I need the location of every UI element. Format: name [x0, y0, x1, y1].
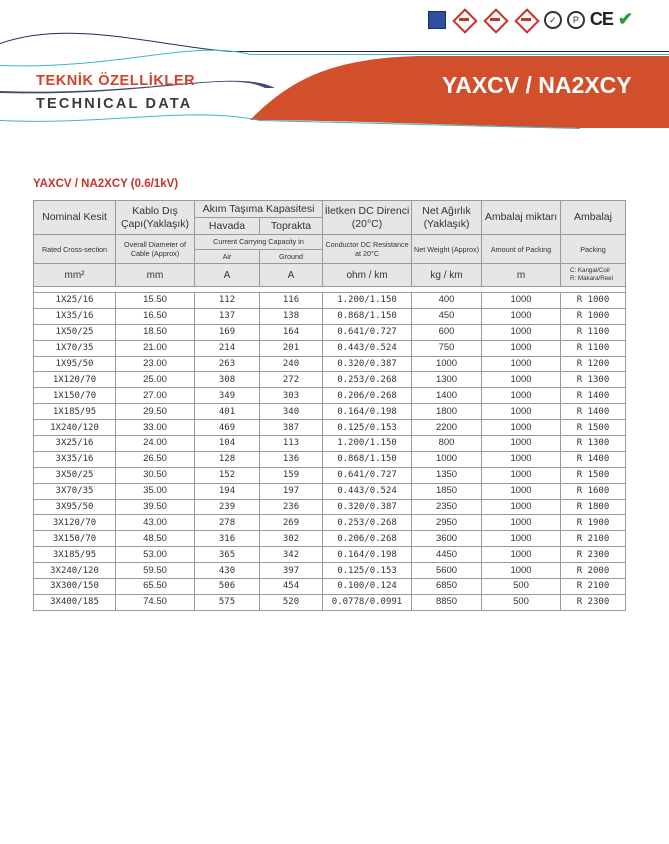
- header-en-air: Air: [195, 249, 260, 264]
- header-packing: Ambalaj: [561, 201, 626, 235]
- cell-ground: 116: [260, 293, 323, 309]
- cell-ground: 342: [260, 547, 323, 563]
- cell-packing: R 1600: [561, 483, 626, 499]
- certification-diamond-icon: [451, 11, 477, 29]
- cell-nominal: 1X25/16: [34, 293, 116, 309]
- unit-nominal: mm²: [34, 264, 116, 287]
- cell-amount: 1000: [482, 324, 561, 340]
- cell-weight: 1000: [412, 451, 482, 467]
- cell-diameter: 18.50: [116, 324, 195, 340]
- header-en-packing: Packing: [561, 235, 626, 264]
- cell-resistance: 0.253/0.268: [323, 515, 412, 531]
- header-en-diameter: Overall Diameter of Cable (Approx): [116, 235, 195, 264]
- cell-air: 401: [195, 404, 260, 420]
- cell-amount: 1000: [482, 404, 561, 420]
- header-en-ground: Ground: [260, 249, 323, 264]
- header-resistance: İletken DC Direnci (20°C): [323, 201, 412, 235]
- cell-resistance: 0.164/0.198: [323, 404, 412, 420]
- cell-nominal: 1X185/95: [34, 404, 116, 420]
- header-nominal: Nominal Kesit: [34, 201, 116, 235]
- cell-resistance: 0.868/1.150: [323, 451, 412, 467]
- cell-diameter: 53.00: [116, 547, 195, 563]
- cell-amount: 1000: [482, 340, 561, 356]
- table-row: [34, 515, 626, 531]
- cell-air: 152: [195, 467, 260, 483]
- cell-weight: 800: [412, 436, 482, 452]
- table-row: [34, 372, 626, 388]
- cell-resistance: 0.641/0.727: [323, 467, 412, 483]
- cell-air: 316: [195, 531, 260, 547]
- cell-amount: 1000: [482, 467, 561, 483]
- header-air: Havada: [195, 218, 260, 235]
- table-row: [34, 547, 626, 563]
- table-body: [34, 287, 626, 611]
- unit-amount: m: [482, 264, 561, 287]
- cell-weight: 6850: [412, 579, 482, 595]
- table-row: [34, 340, 626, 356]
- cell-packing: R 1000: [561, 308, 626, 324]
- cell-diameter: 74.50: [116, 594, 195, 610]
- cell-amount: 1000: [482, 436, 561, 452]
- cell-nominal: 1X70/35: [34, 340, 116, 356]
- cell-ground: 136: [260, 451, 323, 467]
- cell-nominal: 1X35/16: [34, 308, 116, 324]
- cell-diameter: 25.00: [116, 372, 195, 388]
- cell-weight: 1300: [412, 372, 482, 388]
- cell-resistance: 0.125/0.153: [323, 563, 412, 579]
- cell-diameter: 16.50: [116, 308, 195, 324]
- header-en-weight: Net Weight (Approx): [412, 235, 482, 264]
- cell-packing: R 1100: [561, 324, 626, 340]
- cell-air: 137: [195, 308, 260, 324]
- table-row: [34, 451, 626, 467]
- cell-air: 104: [195, 436, 260, 452]
- cell-resistance: 0.443/0.524: [323, 483, 412, 499]
- section-title: YAXCV / NA2XCY (0.6/1kV): [33, 178, 179, 190]
- cell-ground: 164: [260, 324, 323, 340]
- cell-amount: 1000: [482, 483, 561, 499]
- cell-diameter: 48.50: [116, 531, 195, 547]
- cell-nominal: 3X150/70: [34, 531, 116, 547]
- cell-amount: 1000: [482, 388, 561, 404]
- cell-air: 575: [195, 594, 260, 610]
- table-row: [34, 579, 626, 595]
- cell-nominal: 1X50/25: [34, 324, 116, 340]
- cell-air: 239: [195, 499, 260, 515]
- cell-diameter: 33.00: [116, 420, 195, 436]
- cell-packing: R 1400: [561, 451, 626, 467]
- cell-ground: 520: [260, 594, 323, 610]
- cell-diameter: 15.50: [116, 293, 195, 309]
- cell-air: 308: [195, 372, 260, 388]
- certification-logos: [428, 9, 633, 30]
- tse-circle-icon: ✓: [544, 11, 562, 29]
- cell-nominal: 3X50/25: [34, 467, 116, 483]
- cell-air: 469: [195, 420, 260, 436]
- cell-resistance: 0.320/0.387: [323, 499, 412, 515]
- cell-weight: 2350: [412, 499, 482, 515]
- table-row: [34, 594, 626, 610]
- cell-nominal: 3X120/70: [34, 515, 116, 531]
- cell-nominal: 1X240/120: [34, 420, 116, 436]
- cell-amount: 1000: [482, 515, 561, 531]
- cell-diameter: 30.50: [116, 467, 195, 483]
- cell-resistance: 0.0778/0.0991: [323, 594, 412, 610]
- cell-packing: R 1300: [561, 372, 626, 388]
- cell-diameter: 23.00: [116, 356, 195, 372]
- table-row: [34, 404, 626, 420]
- unit-packing-coil: C: Kangal/Coil: [570, 267, 610, 274]
- cell-weight: 1400: [412, 388, 482, 404]
- cell-ground: 159: [260, 467, 323, 483]
- cell-weight: 1850: [412, 483, 482, 499]
- cell-diameter: 29.50: [116, 404, 195, 420]
- cell-packing: R 1400: [561, 388, 626, 404]
- cell-ground: 113: [260, 436, 323, 452]
- cell-weight: 1350: [412, 467, 482, 483]
- cell-weight: 600: [412, 324, 482, 340]
- rohs-check-icon: ✔: [617, 9, 633, 29]
- cell-ground: 454: [260, 579, 323, 595]
- cell-weight: 8850: [412, 594, 482, 610]
- cell-air: 278: [195, 515, 260, 531]
- table-row: [34, 436, 626, 452]
- cell-weight: 450: [412, 308, 482, 324]
- cell-diameter: 39.50: [116, 499, 195, 515]
- table-row: [34, 420, 626, 436]
- cell-resistance: 0.641/0.727: [323, 324, 412, 340]
- table-row: [34, 499, 626, 515]
- certification-diamond-icon: [482, 11, 508, 29]
- cell-air: 169: [195, 324, 260, 340]
- header-en-current: Current Carrying Capacity in: [195, 235, 323, 250]
- product-title: YAXCV / NA2XCY: [442, 72, 632, 98]
- header-en-nominal: Rated Cross-section: [34, 235, 116, 264]
- cell-resistance: 0.164/0.198: [323, 547, 412, 563]
- cell-resistance: 0.100/0.124: [323, 579, 412, 595]
- unit-ground: A: [260, 264, 323, 287]
- cell-packing: R 1300: [561, 436, 626, 452]
- header-diameter: Kablo Dış Çapı(Yaklaşık): [116, 201, 195, 235]
- cell-nominal: 3X240/120: [34, 563, 116, 579]
- cell-nominal: 3X70/35: [34, 483, 116, 499]
- cell-packing: R 2100: [561, 579, 626, 595]
- cell-amount: 1000: [482, 293, 561, 309]
- table-row: [34, 324, 626, 340]
- cell-ground: 236: [260, 499, 323, 515]
- cell-diameter: 65.50: [116, 579, 195, 595]
- cell-air: 365: [195, 547, 260, 563]
- cell-packing: R 1500: [561, 467, 626, 483]
- cell-resistance: 0.868/1.150: [323, 308, 412, 324]
- cell-diameter: 35.00: [116, 483, 195, 499]
- cell-amount: 1000: [482, 356, 561, 372]
- header-ground: Toprakta: [260, 218, 323, 235]
- cell-ground: 340: [260, 404, 323, 420]
- cell-packing: R 2300: [561, 547, 626, 563]
- cell-packing: R 1400: [561, 404, 626, 420]
- unit-diameter: mm: [116, 264, 195, 287]
- cell-weight: 4450: [412, 547, 482, 563]
- cell-packing: R 2100: [561, 531, 626, 547]
- cell-packing: R 1000: [561, 293, 626, 309]
- cell-weight: 400: [412, 293, 482, 309]
- cell-ground: 387: [260, 420, 323, 436]
- table-row: [34, 308, 626, 324]
- certification-diamond-icon: [513, 11, 539, 29]
- cell-air: 506: [195, 579, 260, 595]
- cell-nominal: 3X300/150: [34, 579, 116, 595]
- cell-ground: 303: [260, 388, 323, 404]
- cell-packing: R 1800: [561, 499, 626, 515]
- page-title-tr: TEKNİK ÖZELLİKLER: [36, 73, 196, 89]
- cell-air: 263: [195, 356, 260, 372]
- cell-air: 349: [195, 388, 260, 404]
- cell-ground: 397: [260, 563, 323, 579]
- cell-diameter: 24.00: [116, 436, 195, 452]
- cell-amount: 1000: [482, 531, 561, 547]
- cell-amount: 1000: [482, 563, 561, 579]
- cell-ground: 197: [260, 483, 323, 499]
- cell-resistance: 1.200/1.150: [323, 436, 412, 452]
- cell-weight: 2200: [412, 420, 482, 436]
- cell-resistance: 0.443/0.524: [323, 340, 412, 356]
- header-weight: Net Ağırlık (Yaklaşık): [412, 201, 482, 235]
- quality-badge-icon: [428, 11, 446, 29]
- cell-diameter: 59.50: [116, 563, 195, 579]
- cell-amount: 1000: [482, 420, 561, 436]
- cell-nominal: 1X150/70: [34, 388, 116, 404]
- cell-amount: 500: [482, 594, 561, 610]
- cell-nominal: 1X120/70: [34, 372, 116, 388]
- table-row: [34, 356, 626, 372]
- table-row: [34, 388, 626, 404]
- cell-amount: 1000: [482, 372, 561, 388]
- cell-weight: 5600: [412, 563, 482, 579]
- cell-ground: 302: [260, 531, 323, 547]
- cell-amount: 1000: [482, 451, 561, 467]
- cell-nominal: 3X35/16: [34, 451, 116, 467]
- table-row: [34, 563, 626, 579]
- cell-air: 194: [195, 483, 260, 499]
- cell-nominal: 3X400/185: [34, 594, 116, 610]
- cell-ground: 269: [260, 515, 323, 531]
- cell-diameter: 43.00: [116, 515, 195, 531]
- cell-ground: 201: [260, 340, 323, 356]
- cell-weight: 2950: [412, 515, 482, 531]
- header-en-resistance: Conductor DC Resistance at 20°C: [323, 235, 412, 264]
- unit-resistance: ohm / km: [323, 264, 412, 287]
- cell-air: 112: [195, 293, 260, 309]
- cell-packing: R 1900: [561, 515, 626, 531]
- cell-resistance: 0.320/0.387: [323, 356, 412, 372]
- cell-nominal: 3X185/95: [34, 547, 116, 563]
- cell-ground: 272: [260, 372, 323, 388]
- cell-weight: 1000: [412, 356, 482, 372]
- cell-ground: 138: [260, 308, 323, 324]
- cell-diameter: 27.00: [116, 388, 195, 404]
- header-current: Akım Taşıma Kapasitesi: [195, 201, 323, 218]
- cell-diameter: 21.00: [116, 340, 195, 356]
- pa-circle-icon: P: [567, 11, 585, 29]
- table-row: [34, 293, 626, 309]
- ce-mark-icon: CE: [589, 9, 613, 29]
- unit-packing: [561, 264, 626, 287]
- cell-nominal: 3X95/50: [34, 499, 116, 515]
- unit-air: A: [195, 264, 260, 287]
- cell-amount: 1000: [482, 547, 561, 563]
- table-row: [34, 531, 626, 547]
- cell-resistance: 0.206/0.268: [323, 531, 412, 547]
- cell-weight: 1800: [412, 404, 482, 420]
- cell-nominal: 1X95/50: [34, 356, 116, 372]
- cell-amount: 1000: [482, 308, 561, 324]
- unit-packing-reel: R: Makara/Reel: [570, 275, 613, 282]
- cell-diameter: 26.50: [116, 451, 195, 467]
- cell-resistance: 0.253/0.268: [323, 372, 412, 388]
- cell-packing: R 1100: [561, 340, 626, 356]
- unit-weight: kg / km: [412, 264, 482, 287]
- header-en-amount: Amount of Packing: [482, 235, 561, 264]
- table-row: [34, 483, 626, 499]
- cell-resistance: 0.125/0.153: [323, 420, 412, 436]
- cell-resistance: 0.206/0.268: [323, 388, 412, 404]
- header-amount: Ambalaj miktarı: [482, 201, 561, 235]
- cell-packing: R 1200: [561, 356, 626, 372]
- cell-nominal: 3X25/16: [34, 436, 116, 452]
- technical-data-table: [33, 200, 626, 611]
- table-row: [34, 467, 626, 483]
- page-title-en: TECHNICAL DATA: [36, 96, 193, 112]
- cell-air: 430: [195, 563, 260, 579]
- cell-packing: R 1500: [561, 420, 626, 436]
- cell-air: 214: [195, 340, 260, 356]
- cell-packing: R 2300: [561, 594, 626, 610]
- cell-weight: 3600: [412, 531, 482, 547]
- cell-amount: 1000: [482, 499, 561, 515]
- cell-amount: 500: [482, 579, 561, 595]
- cell-ground: 240: [260, 356, 323, 372]
- cell-resistance: 1.200/1.150: [323, 293, 412, 309]
- cell-weight: 750: [412, 340, 482, 356]
- cell-air: 128: [195, 451, 260, 467]
- cell-packing: R 2000: [561, 563, 626, 579]
